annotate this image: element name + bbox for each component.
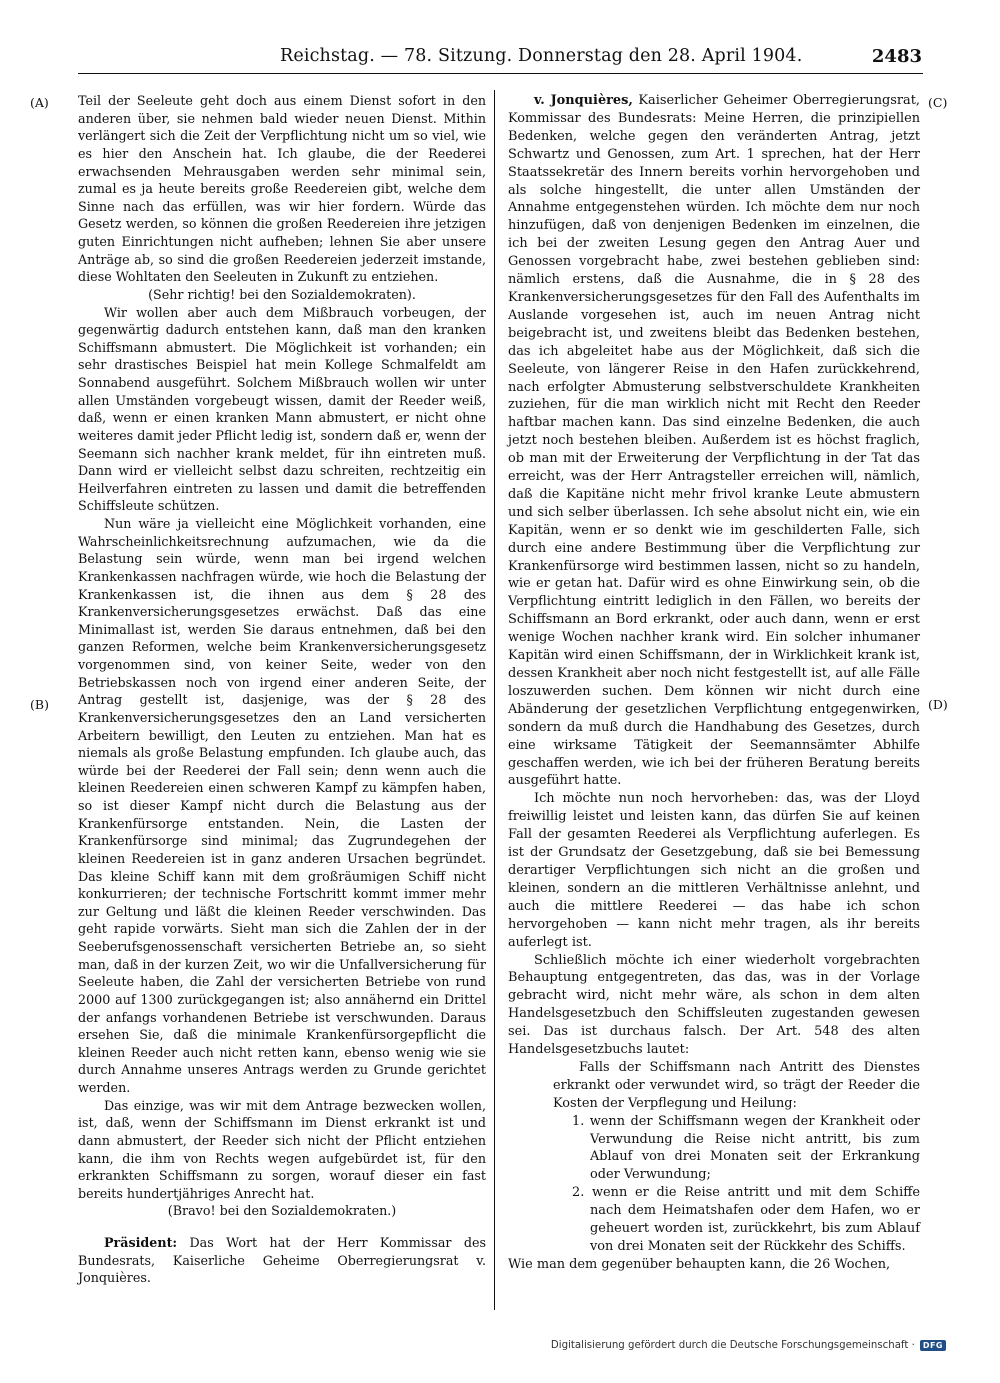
paragraph-text: Wie man dem gegenüber behaupten kann, die 26 Wochen, [508, 1256, 891, 1272]
paragraph [78, 304, 486, 516]
paragraph-text: Nun wäre ja vielleicht eine Möglichkeit vorhanden, eine Wahrscheinlichkeitsrechnung aufzumachen, wie da die Belastung sein würde, wenn man bei irgend welchen Krankenkassen nachfragen würde, wie hoch die Belastung der Krankenkassen ist, die ihnen aus dem § 28 des Krankenversicherungsgesetzes erwächst. Daß das eine Minimallast ist, werden Sie daraus entnehmen, daß bei den ganzen Reformen, welche beim Krankenversicherungsgesetz vorgenommen sind, von keiner Seite, weder von den Betriebskassen noch von irgend einer anderen Seite, der Antrag gestellt ist, dasjenige, was der § 28 des Krankenversicherungsgesetzes den an Land versicherten Arbeitern bewilligt, den Leuten zu entziehen. Man hat es niemals als große Belastung empfunden. Ich glaube auch, das würde bei der Reederei der Fall sein; denn wenn auch die kleinen Reedereien einen schweren Kampf zu kämpfen haben, so ist dieser Kampf nicht durch die Belastung aus der Krankenfürsorge entstanden. Nein, die Lasten der Krankenfürsorge sind minimal; das Zugrundegehen der kleinen Reedereien ist in ganz anderen Ursachen begründet. Das kleine Schiff kann mit dem großräumigen Schiff nicht konkurrieren; der technische Fortschritt kommt immer mehr zur Geltung und läßt die kleinen Reeder verschwinden. Das geht rapide vorwärts. Sieht man sich die Zahlen der in der Seeberufsgenossenschaft versicherten Betriebe an, so sieht man, daß in der kurzen Zeit, wo wir die Unfallversicherung für Seeleute haben, die Zahl der versicherten Betriebe von rund 2000 auf 1300 zurückgegangen ist; also annähernd ein Drittel der anfangs vorhandenen Betriebe ist verschwunden. Daraus ersehen Sie, daß die minimale Krankenfürsorgepflicht die kleinen Reeder auch nicht retten kann, ebenso wenig wie sie durch Annahme unseres Antrags werden zu Grunde gerichtet werden. [78, 516, 486, 1095]
paragraph [572, 1113, 920, 1185]
dfg-logo: DFG [920, 1340, 946, 1351]
paragraph-text: Das einzige, was wir mit dem Antrage bezwecken wollen, ist, daß, wenn der Schiffsmann im Dienst erkrankt ist und dann abmustert, der Reeder sich nicht der Pflicht entziehen kann, die ihm von Rechts wegen aufgebürdet ist, für den erkrankten Schiffsmann zu sorgen, worauf dieser ein fast bereits hundertjähriges Anrecht hat. [78, 1097, 486, 1201]
page-number: 2483 [871, 46, 922, 67]
page-header [0, 46, 1000, 72]
paragraph [78, 1234, 486, 1287]
speaker-name: Präsident: [104, 1235, 178, 1250]
paragraph [78, 1202, 486, 1220]
paragraph [553, 1059, 920, 1113]
paragraph-text: (Bravo! bei den Sozialdemokraten.) [167, 1203, 397, 1219]
paragraph [78, 515, 486, 1097]
paragraph-text: Falls der Schiffsmann nach Antritt des Dienstes erkrankt oder verwundet wird, so trägt der Reeder die Kosten der Verpflegung und Heilung: [553, 1059, 920, 1111]
column-divider [494, 90, 495, 1310]
margin-marker-d: (D) [928, 697, 948, 712]
paragraph [78, 92, 486, 286]
right-column [508, 92, 920, 1274]
paragraph [508, 790, 920, 951]
margin-marker-b: (B) [30, 697, 49, 712]
paragraph [78, 1097, 486, 1203]
footer-credit: Digitalisierung gefördert durch die Deutsche Forschungsgemeinschaft · [550, 1340, 915, 1351]
footer [551, 1340, 946, 1351]
paragraph-text: Teil der Seeleute geht doch aus einem Dienst sofort in den anderen über, sie nehmen bald wieder neuen Dienst. Mithin verlängert sich die Zeit der Verpflichtung nicht um so viel, wie es hier den Anschein hat. Ich glaube, die der Reederei erwachsenden Mehrausgaben werden sehr minimal sein, zumal es ja heute bereits große Reedereien gibt, welche dem Sinne nach das erfüllen, was wir hier fordern. Würde das Gesetz werden, so können die großen Reedereien ihre jetzigen guten Einrichtungen nicht aufheben; lehnen Sie aber unsere Anträge ab, so sind die großen Reedereien jederzeit imstande, diese Wohltaten den Seeleuten in Zukunft zu entziehen. [78, 93, 486, 285]
paragraph [572, 1184, 920, 1256]
left-column [78, 92, 486, 1287]
paragraph-text: 1. wenn der Schiffsmann wegen der Krankheit oder Verwundung die Reise nicht antritt, bis zum Ablauf von drei Monaten seit der Erkrankung oder Verwundung; [572, 1113, 920, 1183]
paragraph-text: (Sehr richtig! bei den Sozialdemokraten). [148, 286, 416, 302]
speaker-name: v. Jonquières, [534, 93, 633, 108]
paragraph-text: Kaiserlicher Geheimer Oberregierungsrat, Kommissar des Bundesrats: Meine Herren, die prinzipiellen Bedenken, welche gegen den veränderten Antrag, jetzt Schwartz und Genossen, zum Art. 1 sprechen, hat der Herr Staatssekretär des Innern bereits vorhin hervorgehoben und als solche hingestellt, die unter allen Umständen der Annahme entgegenstehen würden. Ich möchte dem nur noch hinzufügen, daß von denjenigen Bedenken im einzelnen, die ich bei der zweiten Lesung gegen den Antrag Auer und Genossen vorgebracht habe, zwei bestehen geblieben sind: nämlich erstens, daß die Ausnahme, die in § 28 des Krankenversicherungsgesetzes für den Fall des Aufenthalts im Auslande vorgesehen ist, auch im neuen Antrag nicht beigebracht ist, und zweitens bleibt das Bedenken bestehen, das ich abgeleitet habe aus der Möglichkeit, daß sich die Seeleute, von längerer Reise in den Hafen zurückkehrend, nach erfolgter Abmusterung selbstverschuldete Krankheiten zuziehen, für die man wirklich nicht mit Recht den Reeder haftbar machen kann. Das sind einzelne Bedenken, die auch jetzt noch bestehen bleiben. Außerdem ist es höchst fraglich, ob man mit der Erweiterung der Verpflichtung in der Tat das erreicht, was der Herr Antragsteller erreichen will, nämlich, daß die Kapitäne nicht mehr frivol kranke Leute abmustern und sich selber überlassen. Ich sehe absolut nicht ein, wie ein Kapitän, wenn er so denkt wie im geschilderten Falle, sich durch eine andere Bestimmung über die Verpflichtung zur Krankenfürsorge wird bestimmen lassen, nicht so zu handeln, wie er getan hat. Dafür wird es ohne Einwirkung sein, ob die Verpflichtung eintritt lediglich in den Fällen, wo bereits der Schiffsmann an Bord erkrankt, oder auch dann, wenn er erst wenige Wochen nachher krank wird. Ein solcher inhumaner Kapitän wird einen Schiffsmann, der in Wirklichkeit krank ist, dessen Krankheit aber noch nicht festgestellt ist, auf alle Fälle loszuwerden suchen. Dem können wir nicht durch eine Abänderung der gesetzlichen Verpflichtung entgegenwirken, sondern da muß durch die Handhabung des Gesetzes, durch eine wirksame Tätigkeit der Seemannsämter Abhilfe geschaffen werden, wie ich bei der früheren Beratung bereits ausgeführt hatte. [508, 93, 920, 789]
margin-marker-c: (C) [928, 95, 948, 110]
paragraph-text: Ich möchte nun noch hervorheben: das, was der Lloyd freiwillig leistet und leisten kann, das dürfen Sie auf keinen Fall der gesamten Reederei als Verpflichtung auferlegen. Es ist der Grundsatz der Gesetzgebung, daß sie bei Bemessung derartiger Verpflichtungen sich nicht an die großen und kleinen, sondern an die mittleren Verhältnisse anlehnt, und auch die mittlere Reederei — das habe ich schon hervorgehoben — kann nicht mehr tragen, als ihr bereits auferlegt ist. [508, 791, 920, 950]
paragraph-text: Das Wort hat der Herr Kommissar des Bundesrats, Kaiserliche Geheime Oberregierungsrat v. Jonquières. [78, 1235, 486, 1286]
paragraph [78, 286, 486, 304]
paragraph [508, 92, 920, 790]
running-title: Reichstag. — 78. Sitzung. Donnerstag den 28. April 1904. [280, 46, 803, 66]
paragraph-text: 2. wenn er die Reise antritt und mit dem Schiffe nach dem Heimatshafen oder dem Hafen, wo er geheuert worden ist, zurückkehrt, bis zum Ablauf von drei Monaten seit der Rückkehr des Schiffs. [572, 1185, 920, 1254]
paragraph [508, 1256, 920, 1274]
paragraph-text: Schließlich möchte ich einer wiederholt vorgebrachten Behauptung entgegentreten, das das, was in der Vorlage gebracht wird, nicht mehr wäre, als schon in dem alten Handelsgesetzbuch den Schiffsleuten zugestanden gewesen sei. Das ist durchaus falsch. Der Art. 548 des alten Handelsgesetzbuchs lautet: [508, 952, 920, 1058]
margin-marker-a: (A) [30, 95, 49, 110]
paragraph-text: Wir wollen aber auch dem Mißbrauch vorbeugen, der gegenwärtig dadurch entstehen kann, daß man den kranken Schiffsmann abmustert. Die Möglichkeit ist vorhanden; ein sehr drastisches Beispiel hat mein Kollege Schmalfeldt am Sonnabend ausgeführt. Solchem Mißbrauch wollen wir unter allen Umständen vorgebeugt wissen, damit der Reeder weiß, daß, wenn er einen kranken Mann abmustert, er nicht ohne weiteres damit jeder Pflicht ledig ist, sondern daß er, wenn der Seemann sich nachher krank meldet, für ihn eintreten muß. Dann wird er vielleicht selbst dazu schreiten, rechtzeitig ein Heilverfahren eintreten zu lassen und damit die betreffenden Schiffsleute schützen. [78, 304, 486, 514]
paragraph [508, 952, 920, 1059]
header-rule [78, 73, 923, 74]
